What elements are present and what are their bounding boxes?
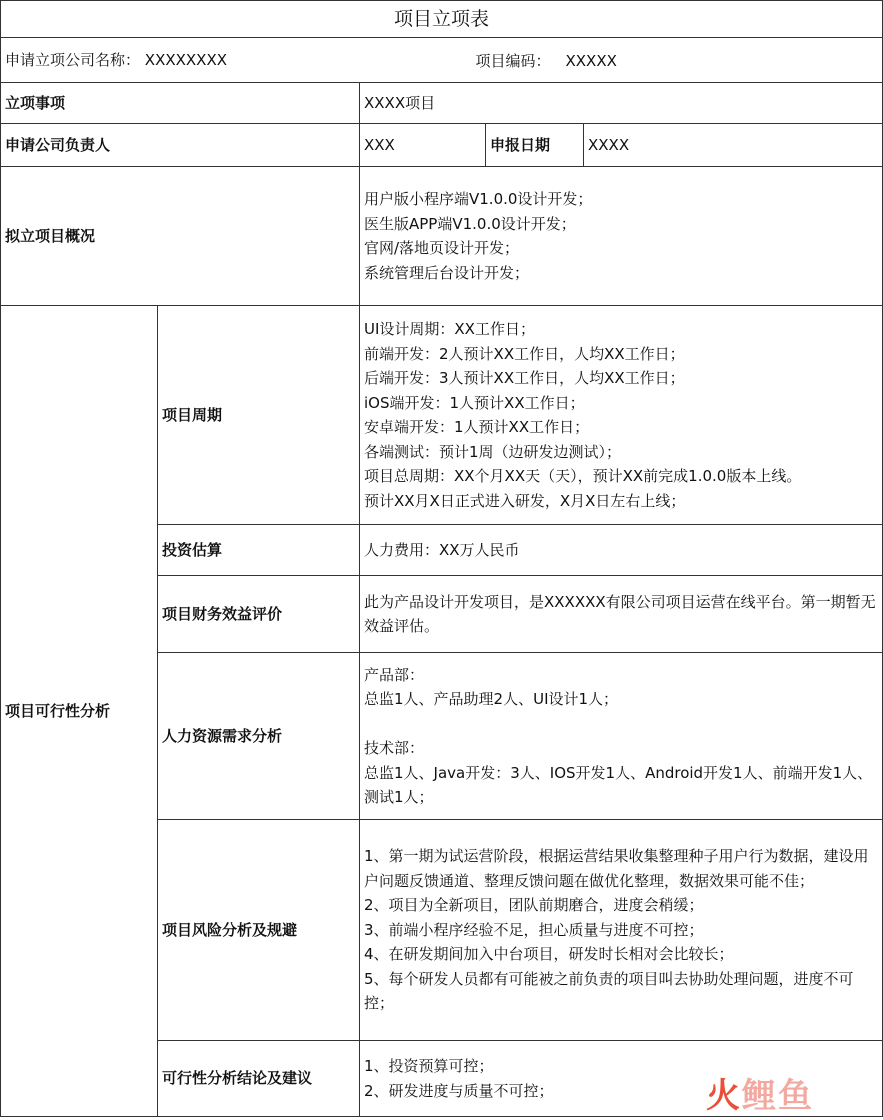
conclusion-value: 1、投资预算可控； 2、研发进度与质量不可控； xyxy=(360,1041,883,1117)
item-value: XXXX项目 xyxy=(360,83,883,124)
watermark-part1: 火 xyxy=(706,1076,742,1116)
hr-value: 产品部： 总监1人、产品助理2人、UI设计1人； 技术部： 总监1人、Java开发：3人、IOS开发1人、Android开发1人、前端开发1人、测试1人； xyxy=(360,653,883,820)
invest-value: 人力费用：XX万人民币 xyxy=(360,525,883,576)
period-label: 项目周期 xyxy=(158,306,360,525)
overview-value: 用户版小程序端V1.0.0设计开发； 医生版APP端V1.0.0设计开发； 官网/落地页设计开发； 系统管理后台设计开发； xyxy=(360,167,883,306)
invest-label: 投资估算 xyxy=(158,525,360,576)
risk-value: 1、第一期为试运营阶段，根据运营结果收集整理种子用户行为数据，建设用户问题反馈通道、整理反馈问题在做优化整理，数据效果可能不佳； 2、项目为全新项目，团队前期磨合，进度会稍缓； 3、前端小程序经验不足，担心质量与进度不可控； 4、在研发期间加入中台项目，研发时长相对会比较长； 5、每个研发人员都有可能被之前负责的项目叫去协助处理问题，进度不可控； xyxy=(360,820,883,1041)
conclusion-label: 可行性分析结论及建议 xyxy=(158,1041,360,1117)
company-and-code-row xyxy=(1,38,883,83)
company-label: 申请立项公司名称： xyxy=(5,50,141,69)
form-title: 项目立项表 xyxy=(1,1,883,38)
owner-value: XXX xyxy=(360,124,486,167)
feasibility-label: 项目可行性分析 xyxy=(1,306,158,1117)
finance-label: 项目财务效益评价 xyxy=(158,576,360,653)
period-value: UI设计周期：XX工作日； 前端开发：2人预计XX工作日，人均XX工作日； 后端开发：3人预计XX工作日，人均XX工作日； iOS端开发：1人预计XX工作日； 安卓端开发：1人预计XX工作日； 各端测试：预计1周（边研发边测试）； 项目总周期：XX个月XX天（天），预计XX前完成1.0.0版本上线。 预计XX月X日正式进入研发，X月X日左右上线； xyxy=(360,306,883,525)
hr-label: 人力资源需求分析 xyxy=(158,653,360,820)
watermark-logo xyxy=(706,1075,878,1117)
item-label: 立项事项 xyxy=(1,83,360,124)
date-value: XXXX xyxy=(584,124,883,167)
date-label: 申报日期 xyxy=(486,124,584,167)
company-value: XXXXXXXX xyxy=(144,50,228,69)
watermark-part2: 鲤鱼 xyxy=(742,1076,814,1116)
overview-label: 拟立项目概况 xyxy=(1,167,360,306)
finance-value: 此为产品设计开发项目，是XXXXXX有限公司项目运营在线平台。第一期暂无效益评估。 xyxy=(360,576,883,653)
project-code-label: 项目编码： xyxy=(475,51,551,70)
project-code-value: XXXXX xyxy=(565,51,617,70)
risk-label: 项目风险分析及规避 xyxy=(158,820,360,1041)
owner-label: 申请公司负责人 xyxy=(1,124,360,167)
